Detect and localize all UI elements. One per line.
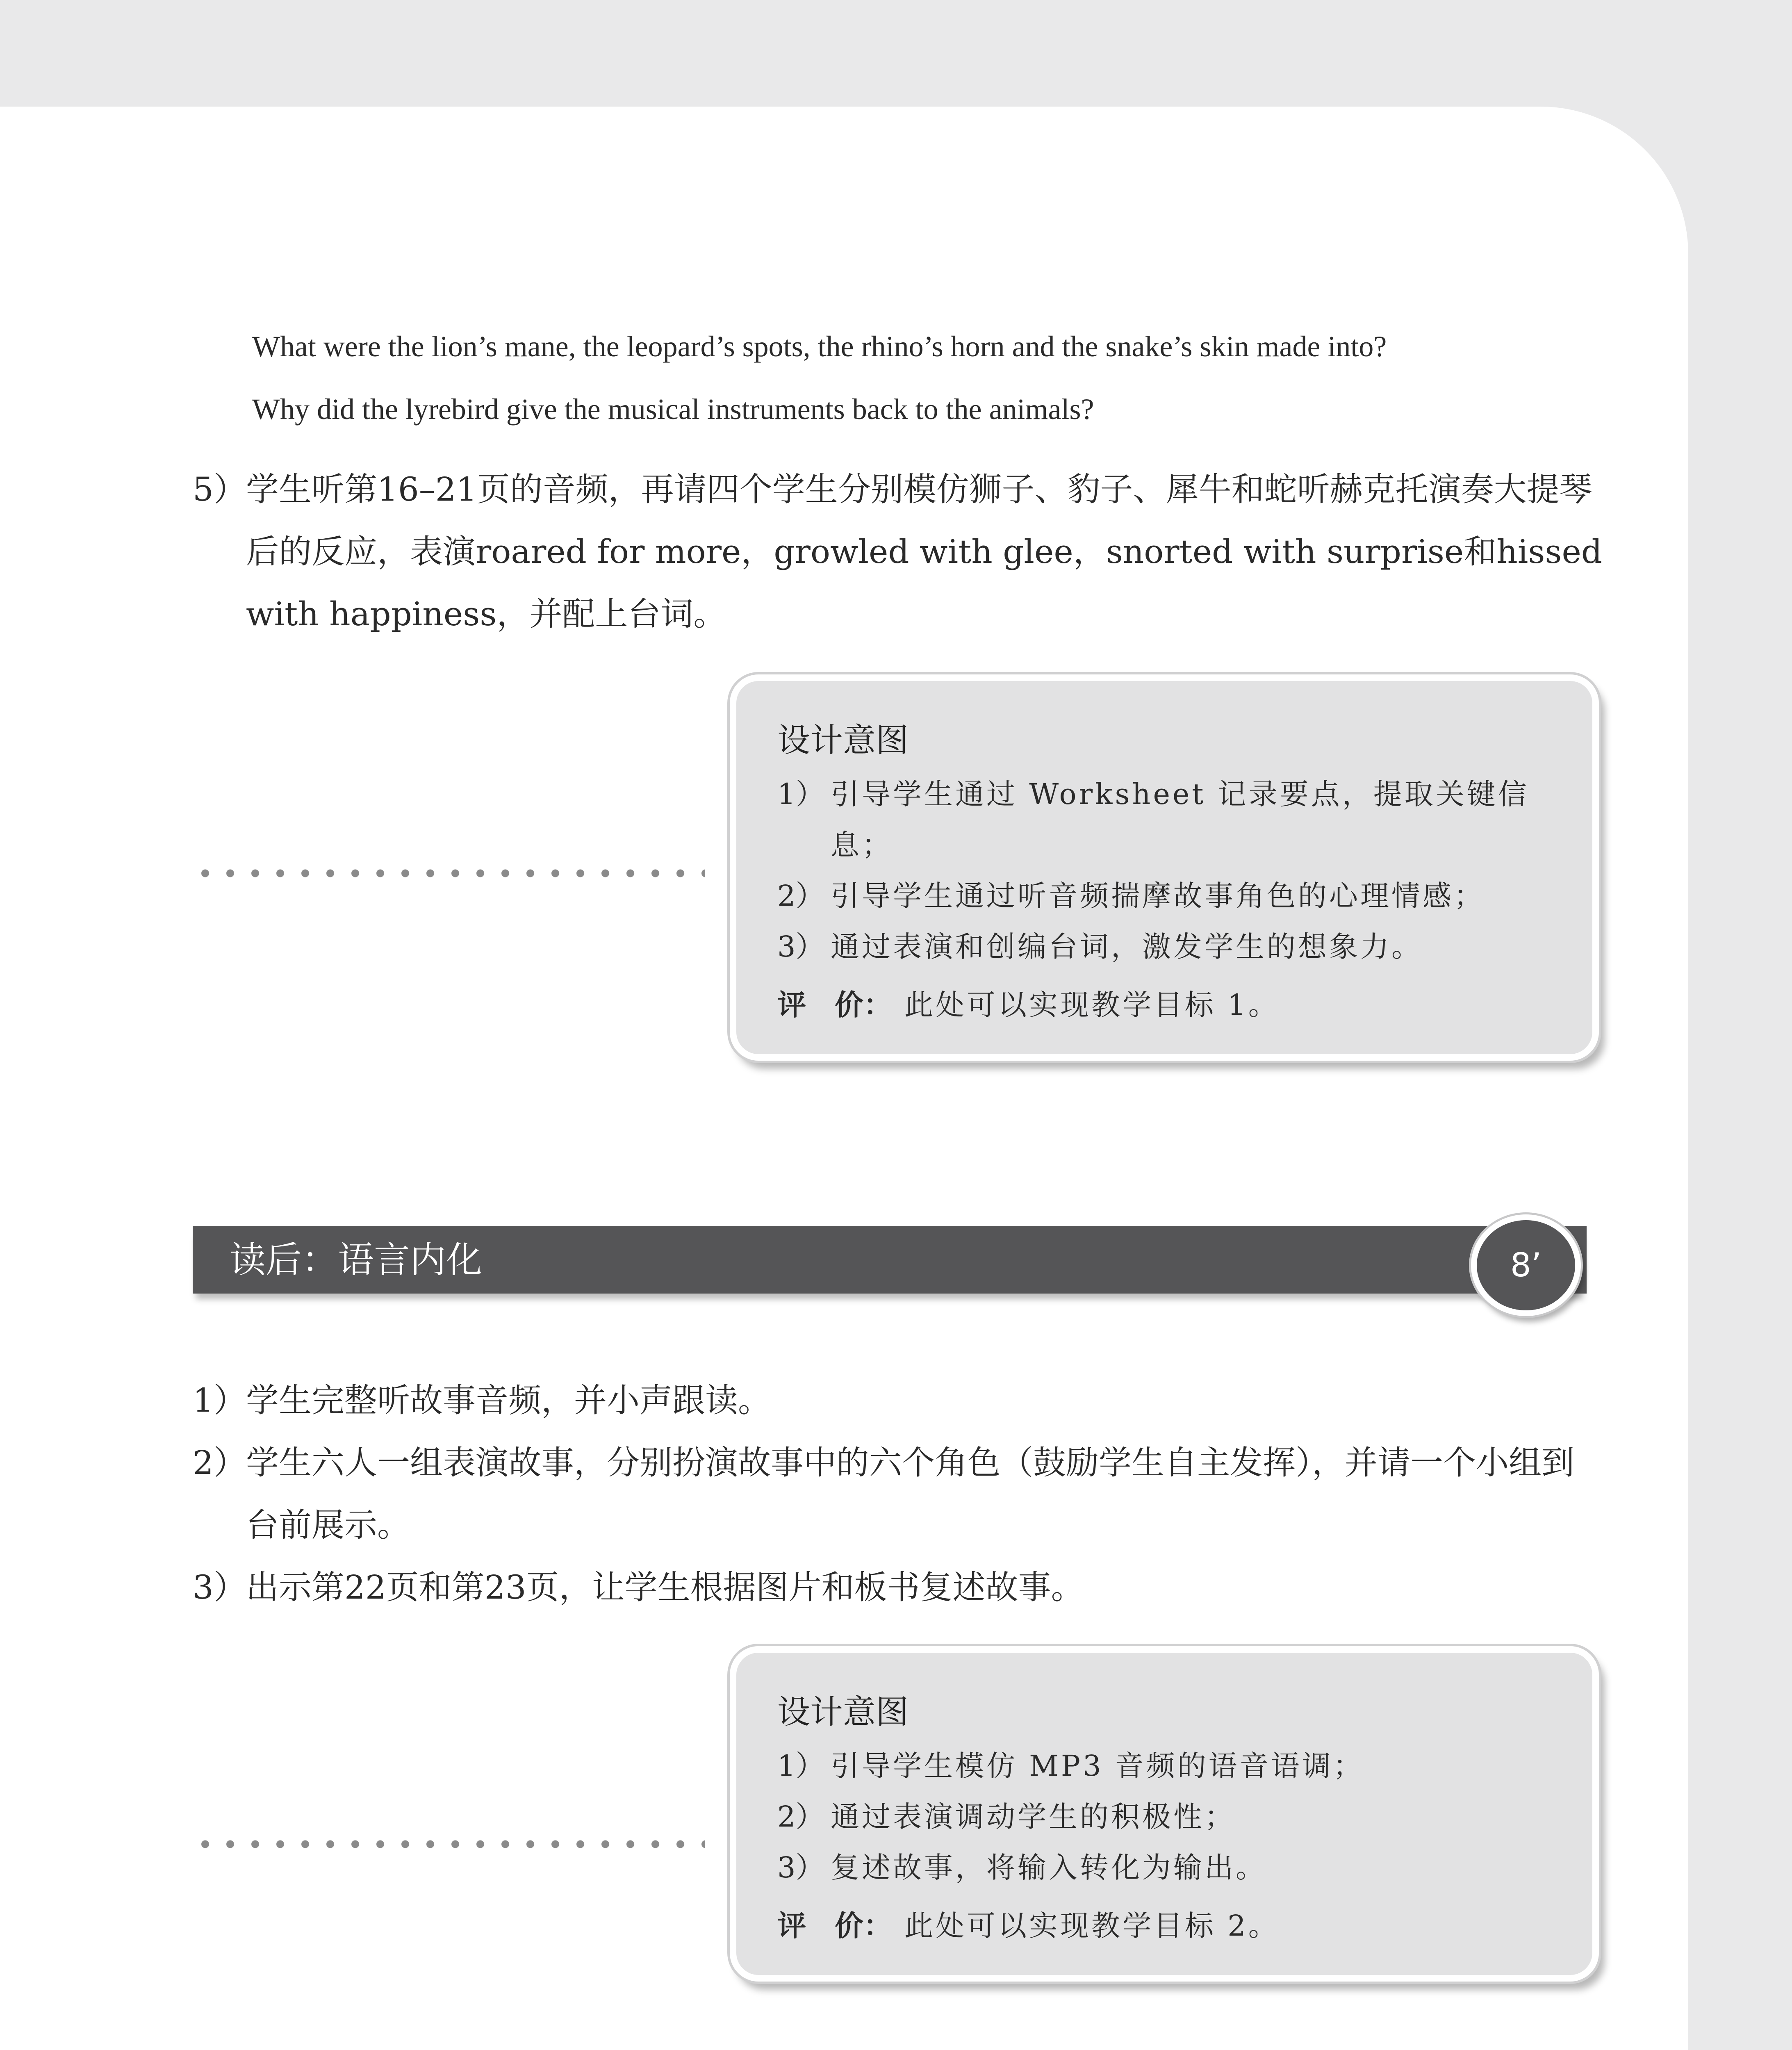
evaluation-text: 此处可以实现教学目标 2。: [904, 1909, 1280, 1943]
step-3: [193, 1556, 1603, 1619]
question-2: Why did the lyrebird give the musical instruments back to the animals?: [252, 393, 1094, 426]
evaluation-label: 评 价：: [777, 1909, 892, 1943]
design-intent-item-text: 通过表演调动学生的积极性；: [831, 1800, 1236, 1834]
design-intent-item-text: 引导学生通过听音频揣摩故事角色的心理情感；: [831, 879, 1485, 913]
design-intent-item-text: 通过表演和创编台词，激发学生的想象力。: [831, 930, 1423, 963]
design-intent-item-text: 引导学生模仿 MP3 音频的语音语调；: [831, 1749, 1364, 1783]
step-1: [193, 1369, 1603, 1432]
step-5-text: 学生听第16–21页的音频，再请四个学生分别模仿狮子、豹子、犀牛和蛇听赫克托演奏大提琴后的反应，表演roared for more，growled with glee，snorted with surprise和hissed with happiness，并配上台词。: [246, 470, 1603, 633]
design-intent-item: [777, 1740, 1555, 1791]
design-intent-item: [777, 1791, 1555, 1842]
design-intent-item: [777, 870, 1555, 921]
design-intent-item-text: 复述故事，将输入转化为输出。: [831, 1851, 1267, 1884]
design-intent-item-number: 2）: [777, 1800, 824, 1834]
design-intent-title: 设计意图: [777, 721, 909, 759]
design-intent-item: [777, 1842, 1555, 1893]
time-badge: 8’: [1471, 1214, 1581, 1316]
section-header-bar: [193, 1226, 1587, 1294]
step-5: [193, 458, 1603, 645]
evaluation-label: 评 价：: [777, 988, 892, 1022]
design-intent-item-number: 3）: [777, 1851, 824, 1884]
evaluation-line: [777, 1901, 1555, 1950]
design-intent-item-number: 3）: [777, 930, 824, 963]
design-intent-item-number: 1）: [777, 777, 824, 811]
evaluation-line: [777, 980, 1555, 1030]
dotted-connector-1: [193, 869, 705, 877]
step-number: 2）: [193, 1444, 246, 1482]
design-intent-item-number: 2）: [777, 879, 824, 913]
question-1: What were the lion’s mane, the leopard’s spots, the rhino’s horn and the snake’s skin made into?: [252, 330, 1387, 363]
design-intent-item-text: 引导学生通过 Worksheet 记录要点，提取关键信息；: [831, 777, 1529, 862]
step-number: 3）: [193, 1568, 246, 1606]
step-text: 出示第22页和第23页，让学生根据图片和板书复述故事。: [246, 1568, 1084, 1606]
step-number: 1）: [193, 1381, 246, 1419]
design-intent-box-2: [730, 1646, 1599, 1982]
design-intent-item-number: 1）: [777, 1749, 824, 1783]
step-text: 学生六人一组表演故事，分别扮演故事中的六个角色（鼓励学生自主发挥），并请一个小组到台前展示。: [246, 1444, 1574, 1544]
design-intent-item: [777, 769, 1555, 870]
step-text: 学生完整听故事音频，并小声跟读。: [246, 1381, 771, 1419]
design-intent-title: 设计意图: [777, 1693, 909, 1731]
section-title: 读后：语言内化: [230, 1239, 483, 1281]
dotted-connector-2: [193, 1840, 705, 1848]
step-5-number: 5）: [193, 470, 246, 508]
design-intent-item: [777, 921, 1555, 972]
evaluation-text: 此处可以实现教学目标 1。: [904, 988, 1280, 1022]
design-intent-box-1: [730, 674, 1599, 1061]
step-2: [193, 1432, 1603, 1556]
